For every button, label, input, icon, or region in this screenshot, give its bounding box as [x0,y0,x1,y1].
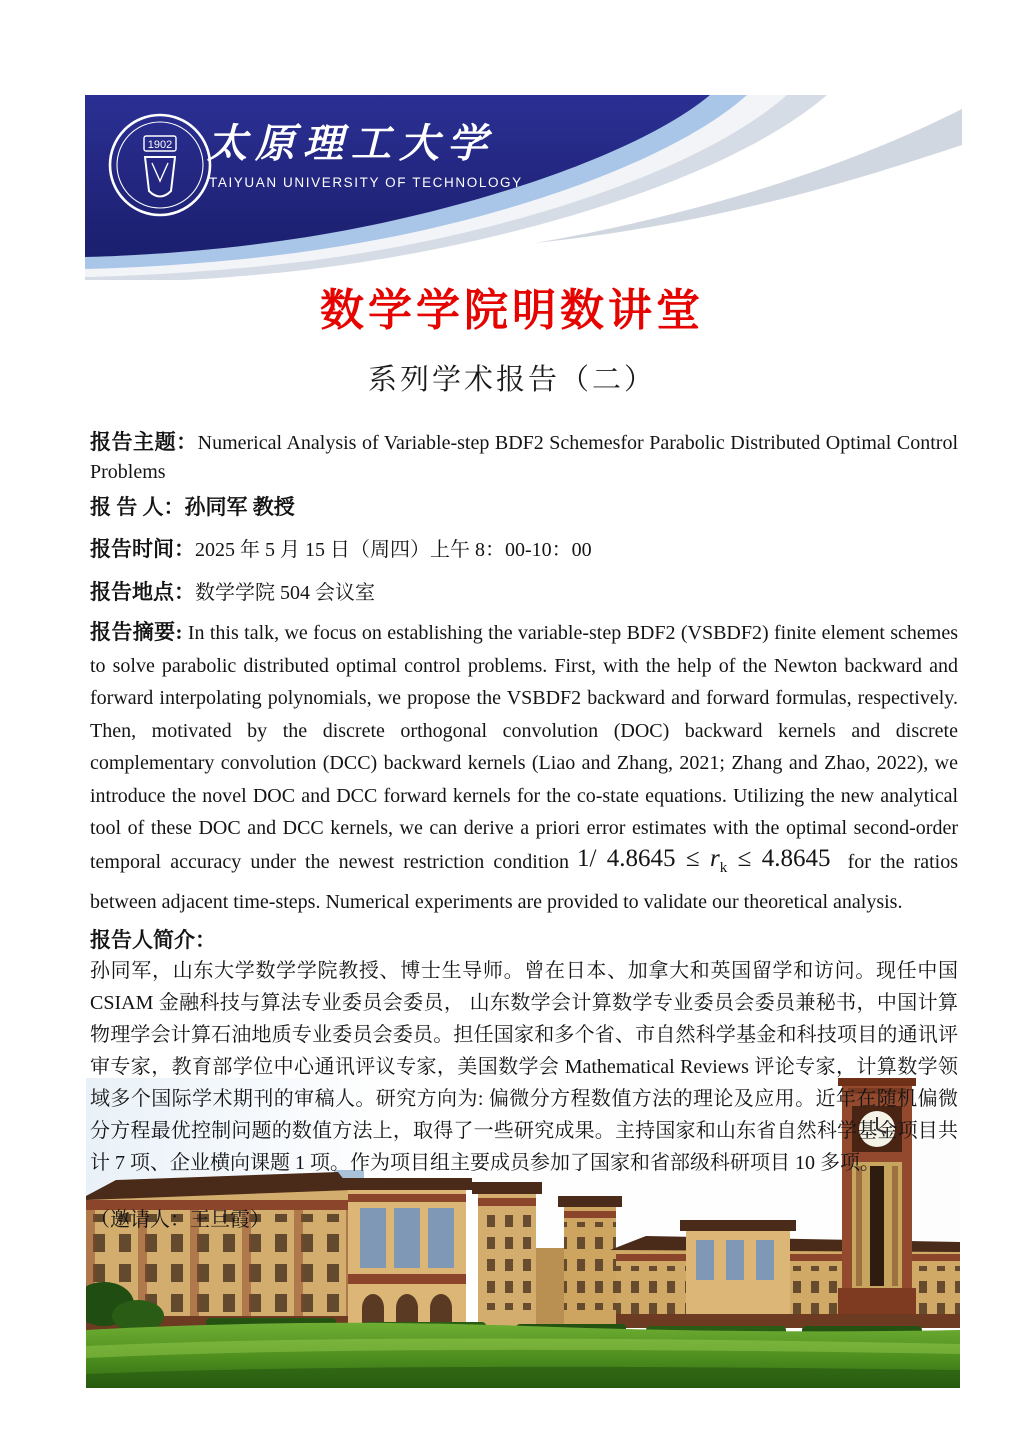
university-name-zh: 太原理工大学 [207,121,495,166]
time-row [90,535,958,565]
time-label: 报告时间： [90,537,195,561]
abstract-text-before: In this talk, we focus on establishing the variable-step BDF2 (VSBDF2) finite element schemes to solve parabolic distributed optimal control problems. First, with the help of the Newton backward and forward interpolating polynomials, we propose the VSBDF2 backward and forward formulas, respectively. Then, motivated by the discrete orthogonal convolution (DOC) backward kernels and discrete complementary convolution (DCC) backward kernels (Liao and Zhang, 2021; Zhang and Zhao, 2022), we introduce the novel DOC and DCC forward kernels for the co-state equations. Utilizing the new analytical tool of these DOC and DCC kernels, we can derive a priori error estimates with the optimal second-order temporal accuracy under the newest restriction condition [90,622,959,873]
page-subtitle: 系列学术报告（二） [367,364,656,396]
lawn [86,1323,960,1388]
speaker-row [90,493,958,522]
abstract-text-after: for the ratios between adjacent time-steps. Numerical experiments are provided to validate our theoretical analysis. [90,850,959,913]
university-name-en: TAIYUAN UNIVERSITY OF TECHNOLOGY [209,175,523,190]
topic-row [90,428,958,487]
restriction-condition-formula [576,844,831,876]
announcement-body [90,428,958,1255]
inviter-line: （邀请人：王旦霞） [90,1208,270,1231]
topic-value: Numerical Analysis of Variable-step BDF2 Schemesfor Parabolic Distributed Optimal Control Problems [90,432,958,483]
page-title: 数学学院明数讲堂 [320,286,704,335]
abstract-label: 报告摘要: [90,620,183,644]
banner-graphic [85,95,962,280]
bio-label: 报告人简介： [90,927,216,952]
venue-row [90,578,958,608]
speaker-label: 报 告 人： [90,495,185,519]
formula-subscript: k [719,859,728,876]
formula-post: ≤ 4.8645 [727,844,831,872]
bio-paragraph: 孙同军，山东大学数学学院教授、博士生导师。曾在日本、加拿大和英国留学和访问。现任中国 CSIAM 金融科技与算法专业委员会委员， 山东数学会计算数学专业委员会委员兼秘书，中国计算物理学会计算石油地质专业委员会委员。担任国家和多个省、市自然科学基金和科技项目的通讯评审专家，教育部学位中心通讯评议专家，美国数学会 Mathematical Reviews 评论专家，计算数学领域多个国际学术期刊的审稿人。研究方向为: 偏微分方程数值方法的理论及应用。近年在随机偏微分方程最优控制问题的数值方法上，取得了一些研究成果。主持国家和山东省自然科学基金项目共计 7 项、企业横向课题 1 项。作为项目组主要成员参加了国家和省部级科研项目 10 多项。 [90,959,958,1174]
topic-label: 报告主题： [90,430,198,454]
abstract-paragraph [90,616,958,919]
logo-year: 1902 [147,139,173,151]
formula-pre: 1/ 4.8645 ≤ [576,844,711,872]
speaker-value: 孙同军 教授 [184,495,295,519]
time-value: 2025 年 5 月 15 日（周四）上午 8：00-10：00 [195,539,592,561]
formula-variable: r [710,844,720,872]
venue-label: 报告地点： [90,580,195,604]
university-banner [85,95,962,280]
venue-value: 数学学院 504 会议室 [195,582,375,604]
